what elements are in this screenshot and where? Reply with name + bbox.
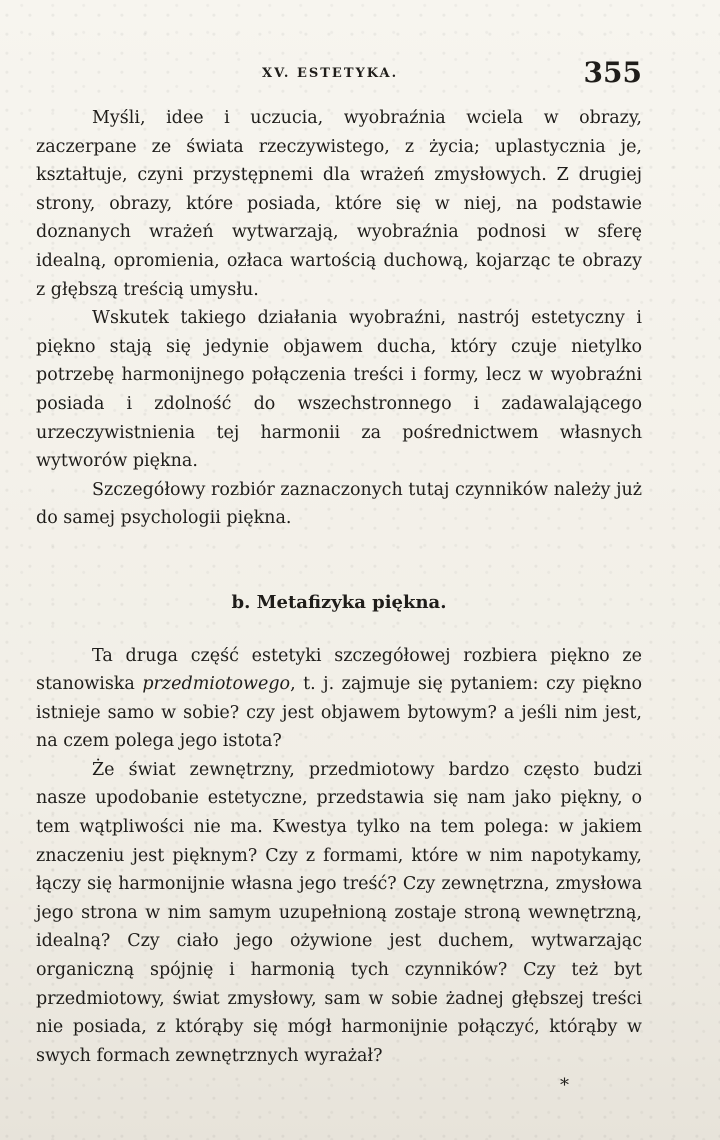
footer-mark: * <box>560 1075 569 1096</box>
paragraph-3: Szczegółowy rozbiór zaznaczonych tutaj czynników należy już do samej psychologii piękna. <box>36 479 643 529</box>
paragraph-4-emphasis: przedmiotowego <box>142 674 291 695</box>
paragraph-2: Wskutek takiego działania wyobraźni, nastrój estetyczny i piękno stają się jedynie objawem ducha, który czuje nietylko potrzebę harmonijnego połączenia treści i formy, lecz w wyobraźni posiada i zdolność do wszechstronnego i zadawalającego urzeczywistnienia tej harmonii za pośrednictwem własnych wytworów piękna. <box>36 308 642 472</box>
paragraph-5: Że świat zewnętrzny, przedmiotowy bardzo często budzi nasze upodobanie estetyczne, przedstawia się nam jako piękny, o tem wątpliwości nie ma. Kwestya tylko na tem polega: w jakiem znaczeniu jest pięknym? Czy z formami, które w nim napotykamy, łączy się harmonijnie własna jego treść? Czy zewnętrzna, zmysłowa jego strona w nim samym uzupełnioną zostaje stroną wewnętrzną, idealną? Czy ciało jego ożywione jest duchem, wytwarzając organiczną spójnię i harmonią tych czynników? Czy też byt przedmiotowy, świat zmysłowy, sam w sobie żadnej głębszej treści nie posiada, z którąby się mógł harmonijnie połączyć, którąby w swych formach zewnętrznych wyrażał? <box>36 759 642 1066</box>
paragraph-4-start: Ta druga część estetyki szczegółowej rozbiera piękno ze stanowiska <box>36 645 642 695</box>
paragraph-4 <box>36 642 642 756</box>
section-title: b. Metafizyka piękna. <box>231 591 447 613</box>
page-header <box>36 56 642 92</box>
paragraph-4-end: , t. j. zajmuje się pytaniem: czy piękno istnieje samo w sobie? czy jest objawem bytowym? a jeśli nim jest, na czem polega jego istota? <box>36 674 642 752</box>
paragraph-1: Myśli, idee i uczucia, wyobraźnia wciela w obrazy, zaczerpane ze świata rzeczywistego, z życia; uplastycznia je, kształtuje, czyni przystępnemi dla wrażeń zmysłowych. Z drugiej strony, obrazy, które posiada, które się w niej, na podstawie doznanych wrażeń wytwarzają, wyobraźnia podnosi w sferę idealną, opromienia, ozłaca wartością duchową, kojarząc te obrazy z głębszą treścią umysłu. <box>36 108 642 300</box>
page-number: 355 <box>583 56 642 89</box>
running-head: XV. ESTETYKA. <box>262 66 399 81</box>
page-body <box>36 104 642 1070</box>
